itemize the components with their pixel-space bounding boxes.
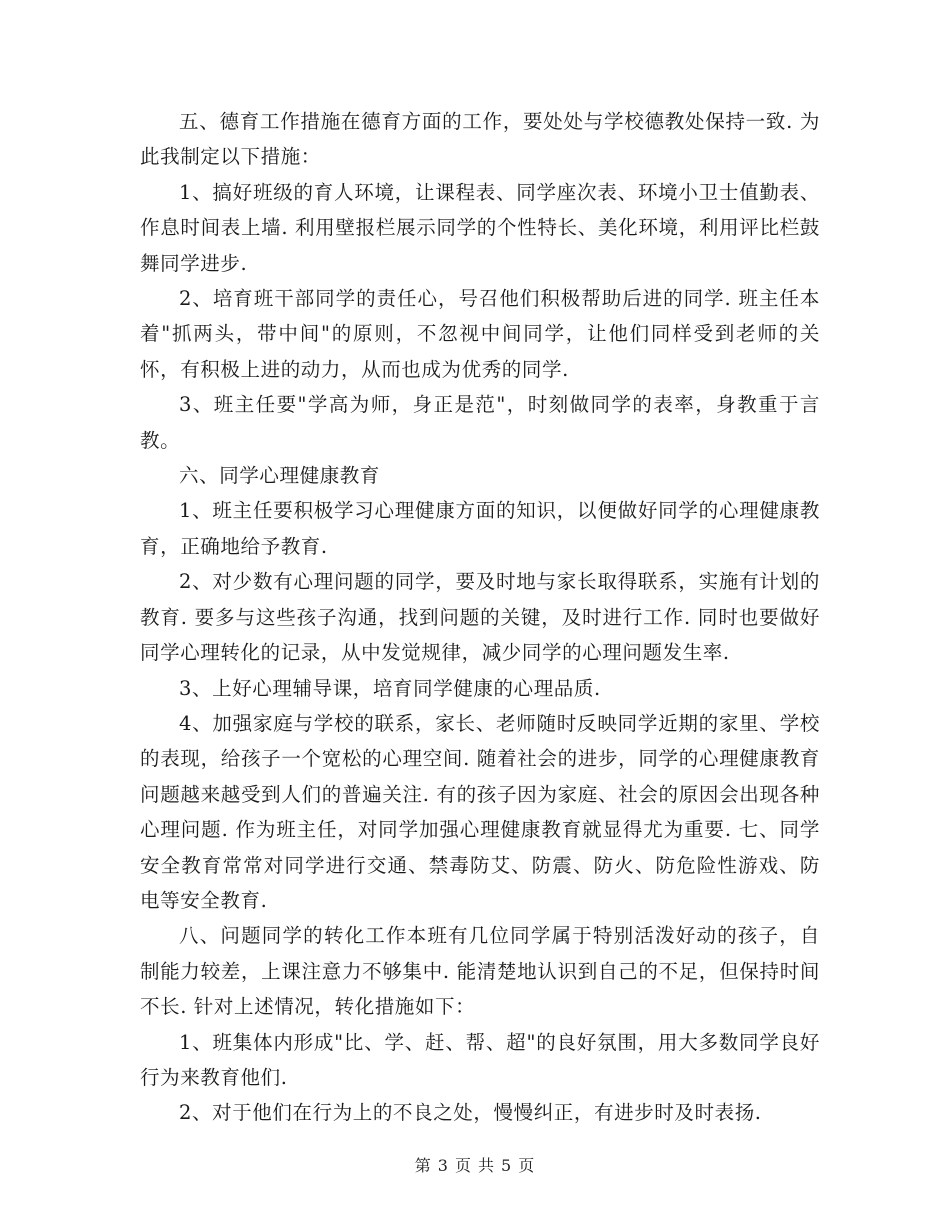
paragraph-measure-3-teacher-model: 3、班主任要"学高为师，身正是范"，时刻做同学的表率，身教重于言教。: [140, 393, 820, 452]
footer-page-number: 3: [437, 1156, 449, 1175]
page-number-footer: [0, 1153, 950, 1176]
footer-suffix: 页: [518, 1156, 536, 1175]
paragraph-measure-2-class-cadres: 2、培育班干部同学的责任心，号召他们积极帮助后进的同学. 班主任本着"抓两头，带中间"的原则，不忽视中间同学，让他们同样受到老师的关怀，有积极上进的动力，从而也成为优秀的同学.: [140, 287, 820, 381]
paragraph-transform-measure-1: 1、班集体内形成"比、学、赶、帮、超"的良好氛围，用大多数同学良好行为来教育他们.: [140, 1030, 820, 1089]
paragraph-mental-health-4-and-safety: 4、加强家庭与学校的联系，家长、老师随时反映同学近期的家里、学校的表现，给孩子一个宽松的心理空间. 随着社会的进步，同学的心理健康教育问题越来越受到人们的普遍关注. 有的孩子因为家庭、社会的原因会出现各种心理问题. 作为班主任，对同学加强心理健康教育就显得尤为重要. 七、同学安全教育常常对同学进行交通、禁毒防艾、防震、防火、防危险性游戏、防电等安全教育.: [140, 711, 820, 912]
footer-total-pages: 5: [501, 1156, 513, 1175]
document-body: [140, 104, 820, 1131]
footer-prefix: 第: [414, 1156, 432, 1175]
paragraph-moral-education-measures: 五、德育工作措施在德育方面的工作，要处处与学校德教处保持一致. 为此我制定以下措施：: [140, 110, 820, 169]
paragraph-problem-students: 八、问题同学的转化工作本班有几位同学属于特别活泼好动的孩子，自制能力较差，上课注意力不够集中. 能清楚地认识到自己的不足，但保持时间不长. 针对上述情况，转化措施如下：: [140, 924, 820, 1019]
footer-middle: 页 共: [454, 1156, 496, 1175]
paragraph-transform-measure-2: 2、对于他们在行为上的不良之处，慢慢纠正，有进步时及时表扬.: [179, 1101, 762, 1125]
paragraph-measure-1-class-environment: 1、搞好班级的育人环境，让课程表、同学座次表、环境小卫士值勤表、作息时间表上墙. 利用壁报栏展示同学的个性特长、美化环境，利用评比栏鼓舞同学进步.: [140, 180, 820, 275]
paragraph-mental-health-1: 1、班主任要积极学习心理健康方面的知识，以便做好同学的心理健康教育，正确地给予教育.: [140, 499, 820, 558]
paragraph-mental-health-3: 3、上好心理辅导课，培育同学健康的心理品质.: [179, 676, 601, 700]
section-heading-mental-health: 六、同学心理健康教育: [179, 464, 381, 488]
paragraph-mental-health-2: 2、对少数有心理问题的同学，要及时地与家长取得联系，实施有计划的教育. 要多与这些孩子沟通，找到问题的关键，及时进行工作. 同时也要做好同学心理转化的记录，从中发觉规律，减少同学的心理问题发生率.: [140, 570, 820, 665]
